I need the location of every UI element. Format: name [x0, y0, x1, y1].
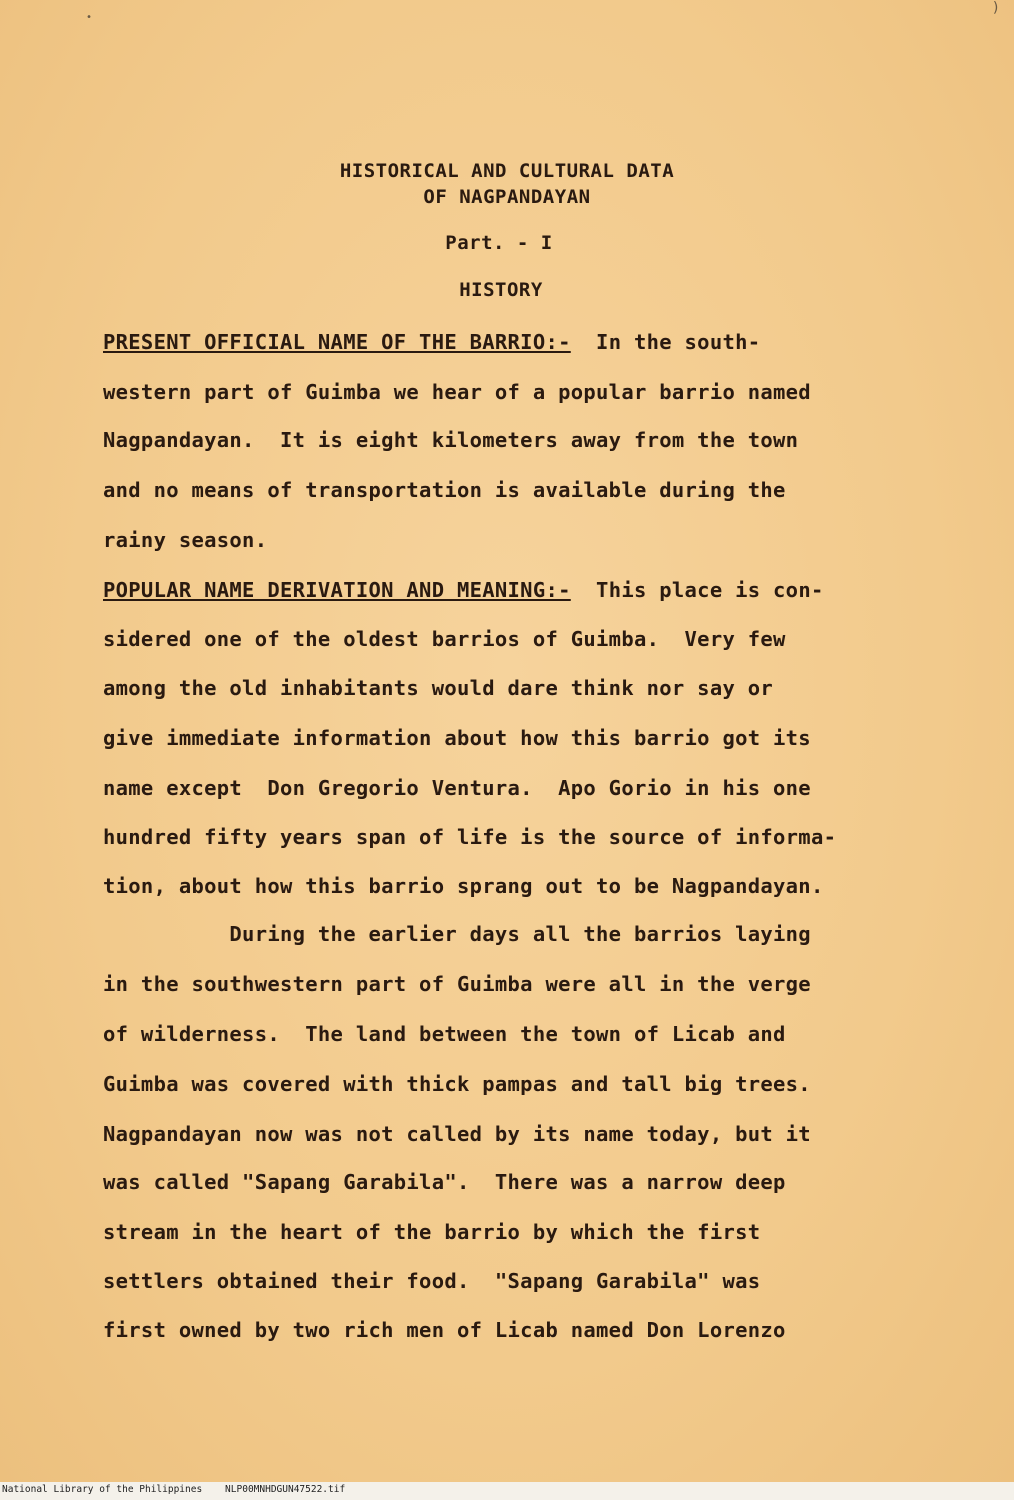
paragraph-line: first owned by two rich men of Licab named Don Lorenzo: [103, 1318, 786, 1342]
paragraph-line: Nagpandayan. It is eight kilometers away from the town: [103, 428, 799, 452]
name-derivation-heading: POPULAR NAME DERIVATION AND MEANING:-: [103, 578, 571, 602]
paragraph-line: hundred fifty years span of life is the source of informa-: [103, 825, 837, 849]
paragraph-line: stream in the heart of the barrio by which the first: [103, 1220, 761, 1244]
paragraph-line: name except Don Gregorio Ventura. Apo Gorio in his one: [103, 776, 811, 800]
paragraph-line: tion, about how this barrio sprang out to be Nagpandayan.: [103, 874, 824, 898]
official-name-heading: PRESENT OFFICIAL NAME OF THE BARRIO:-: [103, 330, 571, 354]
title-line-2: OF NAGPANDAYAN: [423, 186, 591, 208]
paragraph-line: sidered one of the oldest barrios of Guimba. Very few: [103, 627, 786, 651]
title-line-1: HISTORICAL AND CULTURAL DATA: [339, 160, 675, 182]
paragraph-line: in the southwestern part of Guimba were all in the verge: [103, 972, 811, 996]
scan-footer: National Library of the Philippines NLP00MNHDGUN47522.tif: [2, 1484, 346, 1495]
paragraph-line: among the old inhabitants would dare think nor say or: [103, 676, 774, 700]
paragraph-line: settlers obtained their food. "Sapang Garabila" was: [103, 1269, 761, 1293]
scan-speck: •: [86, 12, 93, 23]
paragraph-line: Guimba was covered with thick pampas and tall big trees.: [103, 1072, 811, 1096]
part-label: Part. - I: [445, 232, 553, 254]
corner-mark: ): [991, 0, 1000, 16]
footer-strip: [0, 1482, 1014, 1500]
paragraph-line: PRESENT OFFICIAL NAME OF THE BARRIO:- In the south-: [103, 330, 761, 354]
paragraph-line: western part of Guimba we hear of a popular barrio named: [103, 380, 811, 404]
paragraph-line: and no means of transportation is available during the: [103, 478, 786, 502]
paragraph-line: rainy season.: [103, 528, 268, 552]
paragraph-line: of wilderness. The land between the town of Licab and: [103, 1022, 786, 1046]
paragraph-line: was called "Sapang Garabila". There was a narrow deep: [103, 1170, 786, 1194]
paragraph-line: POPULAR NAME DERIVATION AND MEANING:- This place is con-: [103, 578, 824, 602]
section-heading: HISTORY: [459, 279, 543, 301]
paragraph-line: Nagpandayan now was not called by its name today, but it: [103, 1122, 811, 1146]
paragraph-line: give immediate information about how this barrio got its: [103, 726, 811, 750]
paragraph-line: During the earlier days all the barrios laying: [103, 922, 811, 946]
